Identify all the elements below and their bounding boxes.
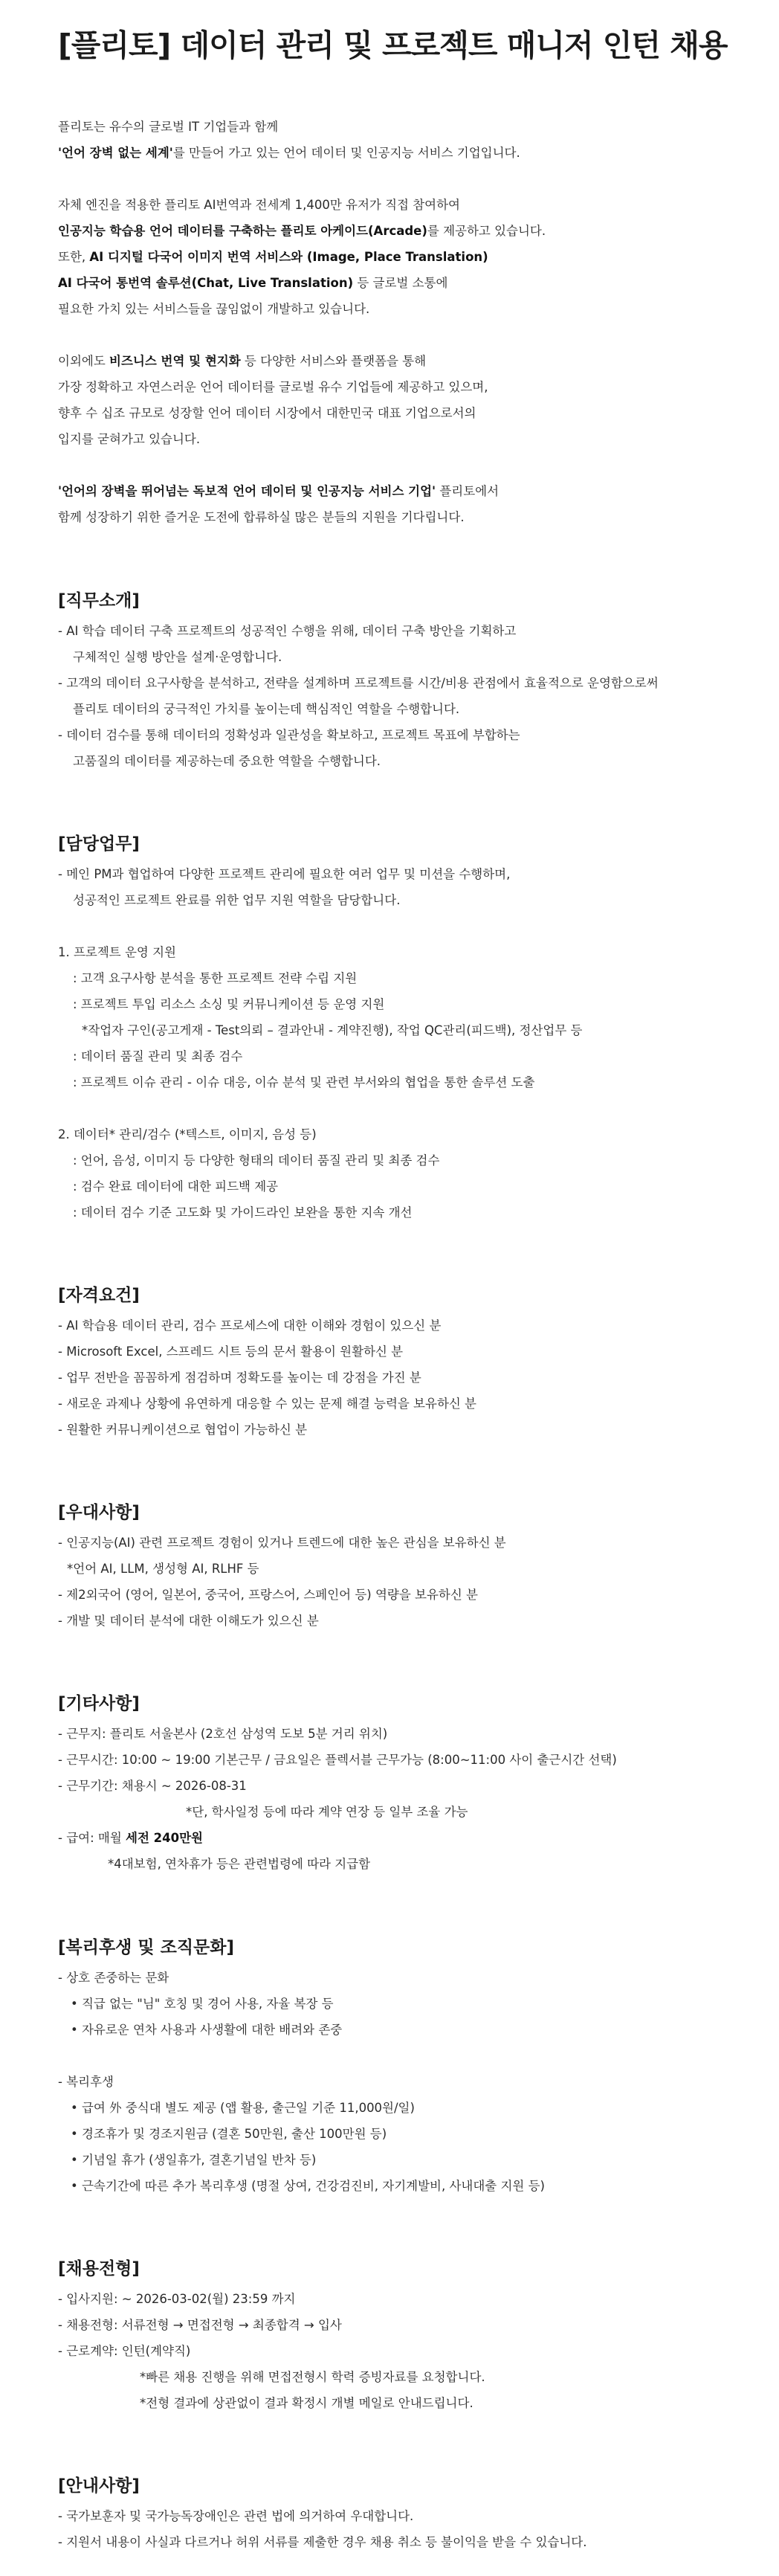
job-intro-line: - 고객의 데이터 요구사항을 분석하고, 전략을 설계하며 프로젝트를 시간/비용 관점에서 효율적으로 운영함으로써 <box>58 676 659 690</box>
intro-line <box>58 483 499 500</box>
section-heading-qualifications: [자격요건] <box>58 1286 140 1305</box>
intro-line <box>58 275 447 292</box>
preferred-line: - 제2외국어 (영어, 일본어, 중국어, 프랑스어, 스페인어 등) 역량을 보유하신 분 <box>58 1588 478 1602</box>
duties-sec2-line: : 검수 완료 데이터에 대한 피드백 제공 <box>73 1179 279 1194</box>
intro-text: 또한, <box>58 250 90 264</box>
welfare-item: • 기념일 휴가 (생일휴가, 결혼기념일 반차 등) <box>71 2153 317 2167</box>
process-note: *전형 결과에 상관없이 결과 확정시 개별 메일로 안내드립니다. <box>140 2396 473 2410</box>
welfare-item: • 자유로운 연차 사용과 사생활에 대한 배려와 존중 <box>71 2023 343 2037</box>
section-heading-etc: [기타사항] <box>58 1694 140 1713</box>
etc-line: - 근무지: 플리토 서울본사 (2호선 삼성역 도보 5분 거리 위치) <box>58 1727 388 1741</box>
duties-line: 성공적인 프로젝트 완료를 위한 업무 지원 역할을 담당합니다. <box>73 893 401 907</box>
duties-sec1-title: 1. 프로젝트 운영 지원 <box>58 945 176 959</box>
intro-line <box>58 119 278 135</box>
section-heading-process: [채용전형] <box>58 2259 140 2279</box>
intro-bold: 인공지능 학습용 언어 데이터를 구축하는 플리토 아케이드(Arcade) <box>58 224 427 238</box>
intro-line <box>58 145 520 161</box>
duties-sec1-note: *작업자 구인(공고게재 - Test의뢰 – 결과안내 - 계약진행), 작업 QC관리(피드백), 정산업무 등 <box>82 1023 583 1037</box>
welfare-item: • 직급 없는 "님" 호칭 및 경어 사용, 자율 복장 등 <box>71 1997 334 2011</box>
intro-bold: '언어 장벽 없는 세계' <box>58 146 173 160</box>
process-line: - 근로계약: 인턴(계약직) <box>58 2344 191 2358</box>
job-intro-line: 고품질의 데이터를 제공하는데 중요한 역할을 수행합니다. <box>73 754 381 768</box>
etc-line: - 근무시간: 10:00 ~ 19:00 기본근무 / 금요일은 플렉서블 근무가능 (8:00~11:00 사이 출근시간 선택) <box>58 1753 617 1767</box>
duties-sec2-line: : 데이터 검수 기준 고도화 및 가이드라인 보완을 통한 지속 개선 <box>73 1205 413 1220</box>
intro-text: 플리토는 유수의 글로벌 IT 기업들과 함께 <box>58 120 279 134</box>
duties-sec1-line: : 고객 요구사항 분석을 통한 프로젝트 전략 수립 지원 <box>73 971 358 985</box>
qualification-line: - 업무 전반을 꼼꼼하게 점검하며 정확도를 높이는 데 강점을 가진 분 <box>58 1371 421 1385</box>
etc-note: *단, 학사일정 등에 따라 계약 연장 등 일부 조율 가능 <box>186 1805 468 1819</box>
intro-line <box>58 509 465 526</box>
qualification-line: - 새로운 과제나 상황에 유연하게 대응할 수 있는 문제 해결 능력을 보유하신 분 <box>58 1397 477 1411</box>
welfare-subtitle: - 복리후생 <box>58 2075 114 2089</box>
duties-sec2-title: 2. 데이터* 관리/검수 (*텍스트, 이미지, 음성 등) <box>58 1127 317 1142</box>
preferred-line: - 개발 및 데이터 분석에 대한 이해도가 있으신 분 <box>58 1614 319 1628</box>
intro-text: 향후 수 십조 규모로 성장할 언어 데이터 시장에서 대한민국 대표 기업으로서의 <box>58 406 476 420</box>
welfare-item: • 급여 外 중식대 별도 제공 (앱 활용, 출근일 기준 11,000원/일) <box>71 2101 415 2115</box>
intro-text: 등 다양한 서비스와 플랫폼을 통해 <box>240 354 427 368</box>
duties-line: - 메인 PM과 협업하여 다양한 프로젝트 관리에 필요한 여러 업무 및 미션을 수행하며, <box>58 867 511 881</box>
intro-text: 필요한 가치 있는 서비스들을 끊임없이 개발하고 있습니다. <box>58 302 370 316</box>
intro-text: 입지를 굳혀가고 있습니다. <box>58 432 201 446</box>
intro-text: 를 만들어 가고 있는 언어 데이터 및 인공지능 서비스 기업입니다. <box>172 146 520 160</box>
qualification-line: - Microsoft Excel, 스프레드 시트 등의 문서 활용이 원활하신 분 <box>58 1345 404 1359</box>
section-heading-duties: [담당업무] <box>58 834 140 854</box>
notice-line: - 국가보훈자 및 국가능독장애인은 관련 법에 의거하여 우대합니다. <box>58 2509 414 2523</box>
process-note: *빠른 채용 진행을 위해 면접전형시 학력 증빙자료를 요청합니다. <box>140 2370 485 2384</box>
etc-line: - 근무기간: 채용시 ~ 2026-08-31 <box>58 1779 247 1793</box>
section-heading-notice: [안내사항] <box>58 2476 140 2496</box>
process-line: - 입사지원: ~ 2026-03-02(월) 23:59 까지 <box>58 2292 296 2306</box>
salary-value: 세전 240만원 <box>126 1831 203 1845</box>
qualification-line: - AI 학습용 데이터 관리, 검수 프로세스에 대한 이해와 경험이 있으신 분 <box>58 1318 442 1333</box>
preferred-note: *언어 AI, LLM, 생성형 AI, RLHF 등 <box>67 1562 259 1576</box>
intro-text: 플리토에서 <box>436 484 500 498</box>
section-heading-job-intro: [직무소개] <box>58 591 140 611</box>
intro-line <box>58 431 200 448</box>
section-heading-preferred: [우대사항] <box>58 1503 140 1522</box>
intro-bold: '언어의 장벽을 뛰어넘는 독보적 언어 데이터 및 인공지능 서비스 기업' <box>58 484 436 498</box>
job-intro-line: 구체적인 실행 방안을 설계·운영합니다. <box>73 650 282 664</box>
welfare-subtitle: - 상호 존중하는 문화 <box>58 1971 169 1985</box>
intro-line <box>58 197 460 213</box>
etc-line <box>58 1830 203 1846</box>
job-intro-line: 플리토 데이터의 궁극적인 가치를 높이는데 핵심적인 역할을 수행합니다. <box>73 702 460 716</box>
intro-line <box>58 353 426 370</box>
intro-text: 이외에도 <box>58 354 110 368</box>
notice-line: - 지원서 내용이 사실과 다르거나 허위 서류를 제출한 경우 채용 취소 등 불이익을 받을 수 있습니다. <box>58 2535 587 2549</box>
etc-note: *4대보험, 연차휴가 등은 관련법령에 따라 지급함 <box>108 1857 371 1871</box>
intro-bold: AI 다국어 통번역 솔루션(Chat, Live Translation) <box>58 276 354 290</box>
page-title: [플리토] 데이터 관리 및 프로젝트 매니저 인턴 채용 <box>58 28 728 63</box>
welfare-item: • 근속기간에 따른 추가 복리후생 (명절 상여, 건강검진비, 자기계발비, 사내대출 지원 등) <box>71 2179 545 2193</box>
intro-text: 를 제공하고 있습니다. <box>427 224 546 238</box>
intro-text: 함께 성장하기 위한 즐거운 도전에 합류하실 많은 분들의 지원을 기다립니다. <box>58 510 465 524</box>
job-intro-line: - AI 학습 데이터 구축 프로젝트의 성공적인 수행을 위해, 데이터 구축 방안을 기획하고 <box>58 624 517 638</box>
qualification-line: - 원활한 커뮤니케이션으로 협업이 가능하신 분 <box>58 1423 308 1437</box>
duties-sec2-line: : 언어, 음성, 이미지 등 다양한 형태의 데이터 품질 관리 및 최종 검수 <box>73 1153 440 1168</box>
intro-bold: 비즈니스 번역 및 현지화 <box>109 354 241 368</box>
intro-text: 등 글로벌 소통에 <box>353 276 448 290</box>
welfare-item: • 경조휴가 및 경조지원금 (결혼 50만원, 출산 100만원 등) <box>71 2127 387 2141</box>
intro-line <box>58 223 546 239</box>
intro-text: 자체 엔진을 적용한 플리토 AI번역과 전세계 1,400만 유저가 직접 참여하여 <box>58 198 460 212</box>
job-intro-line: - 데이터 검수를 통해 데이터의 정확성과 일관성을 확보하고, 프로젝트 목표에 부합하는 <box>58 728 520 742</box>
salary-label: - 급여: 매월 <box>58 1831 126 1845</box>
intro-line <box>58 379 488 396</box>
intro-line <box>58 249 488 265</box>
preferred-line: - 인공지능(AI) 관련 프로젝트 경험이 있거나 트렌드에 대한 높은 관심을 보유하신 분 <box>58 1536 506 1550</box>
duties-sec1-line: : 프로젝트 이슈 관리 - 이슈 대응, 이슈 분석 및 관련 부서와의 협업을 통한 솔루션 도출 <box>73 1075 535 1089</box>
intro-bold: AI 디지털 다국어 이미지 번역 서비스와 (Image, Place Translation) <box>89 250 488 264</box>
section-heading-welfare: [복리후생 및 조직문화] <box>58 1938 235 1957</box>
intro-line <box>58 405 476 422</box>
intro-line <box>58 301 369 318</box>
duties-sec1-line: : 프로젝트 투입 리소스 소싱 및 커뮤니케이션 등 운영 지원 <box>73 997 385 1011</box>
duties-sec1-line: : 데이터 품질 관리 및 최종 검수 <box>73 1049 243 1063</box>
intro-text: 가장 정확하고 자연스러운 언어 데이터를 글로벌 유수 기업들에 제공하고 있으며, <box>58 380 488 394</box>
process-line: - 채용전형: 서류전형 → 면접전형 → 최종합격 → 입사 <box>58 2318 342 2332</box>
